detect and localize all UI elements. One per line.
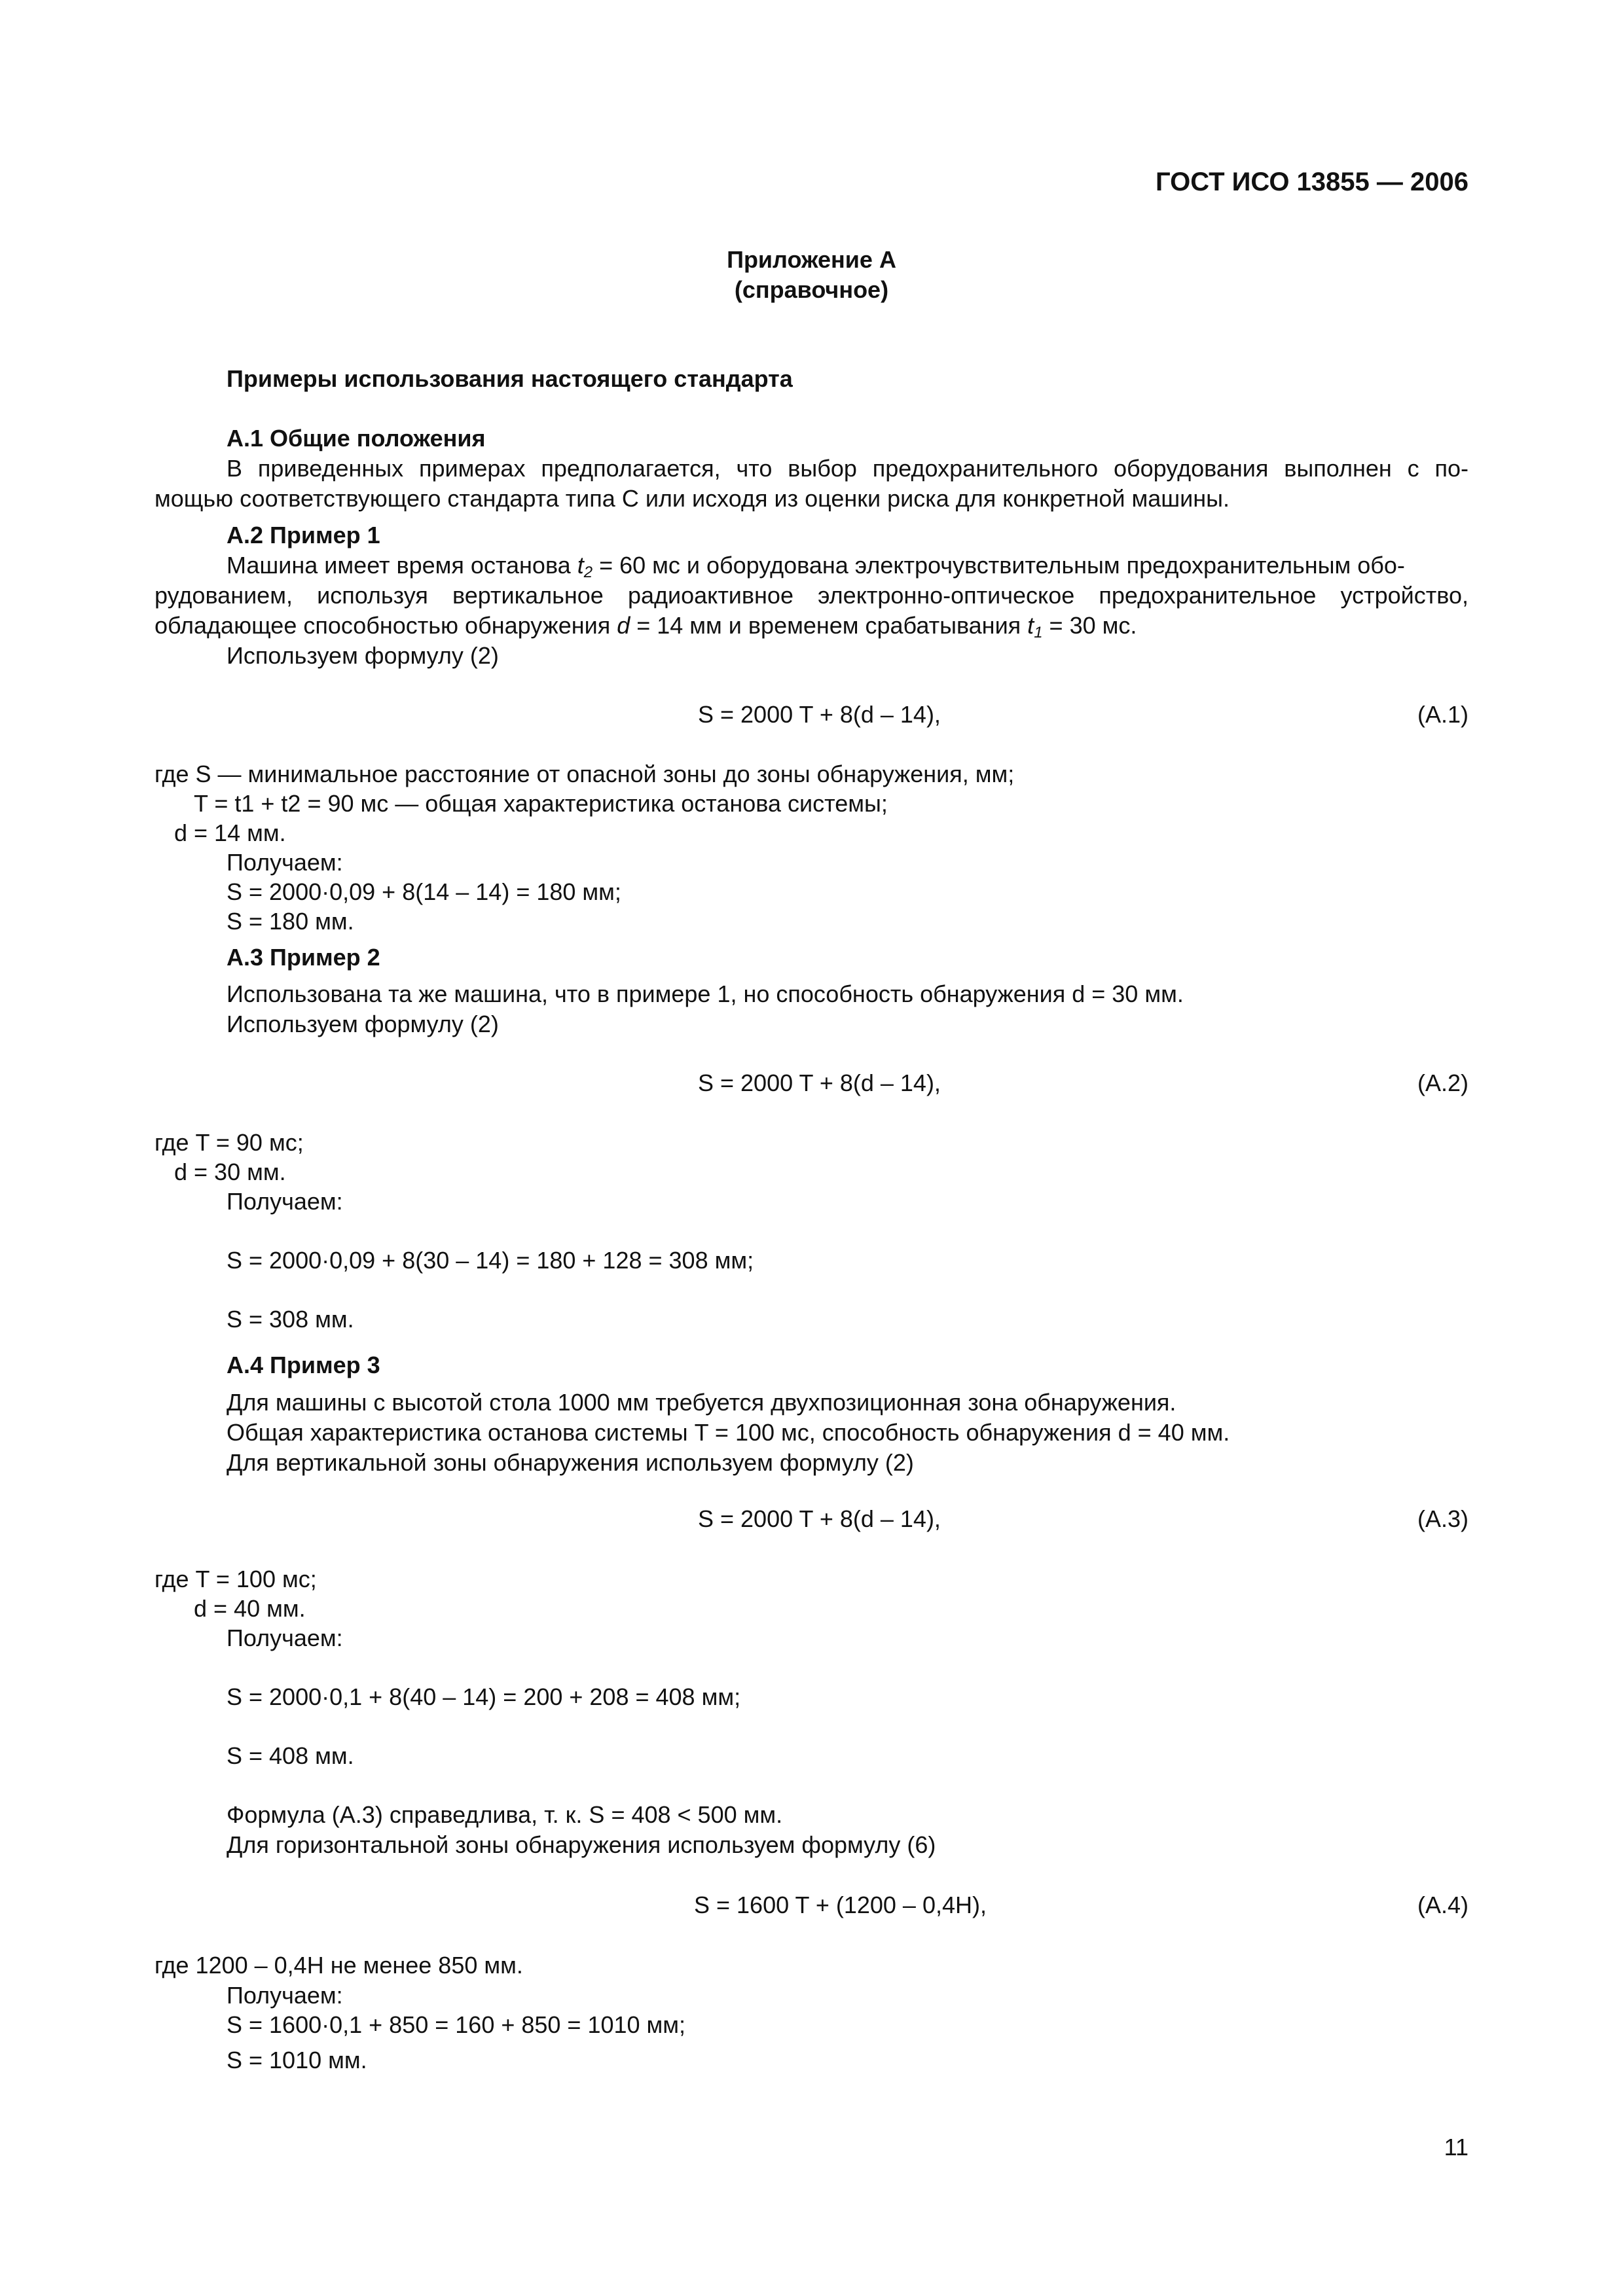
a1-paragraph-line-2: мощью соответствующего стандарта типа С или исходя из оценки риска для конкретной машины. <box>155 485 1230 512</box>
a2-result-1: S = 2000·0,09 + 8(14 – 14) = 180 мм; <box>227 878 621 905</box>
a4-where-line-1: где T = 100 мс; <box>155 1566 317 1592</box>
a4-get-label-2: Получаем: <box>227 1982 343 2009</box>
a2-p3-text-b: = 14 мм и временем срабатывания <box>630 612 1028 639</box>
a3-where-line-2: d = 30 мм. <box>174 1158 286 1185</box>
a2-p3-text-c: = 30 мс. <box>1042 612 1137 639</box>
a2-where-line-3: d = 14 мм. <box>174 819 286 846</box>
a2-equation-number: (А.1) <box>1417 701 1468 728</box>
a3-result-2: S = 308 мм. <box>227 1306 354 1333</box>
a4-equation: S = 2000 T + 8(d – 14), <box>698 1505 941 1532</box>
a2-paragraph-line-2: рудованием, используя вертикальное радиоактивное электронно-оптическое предохранительное устройство, <box>155 582 1468 609</box>
a2-p1-text-b: = 60 мс и оборудована электрочувствительным предохранительным обо- <box>593 552 1405 579</box>
a2-p3-text-a: обладающее способностью обнаружения <box>155 612 617 639</box>
a2-result-2: S = 180 мм. <box>227 908 354 935</box>
a3-equation-number: (А.2) <box>1417 1069 1468 1096</box>
annex-subtitle: (справочное) <box>734 276 889 303</box>
a4-result-4: S = 1010 мм. <box>227 2047 367 2073</box>
a4-equation-2: S = 1600 T + (1200 – 0,4H), <box>694 1892 987 1918</box>
a1-heading: А.1 Общие положения <box>227 425 486 452</box>
a2-where-line-2: T = t1 + t2 = 90 мс — общая характеристика останова системы; <box>194 790 888 817</box>
a4-paragraph-3: Для вертикальной зоны обнаружения используем формулу (2) <box>227 1449 914 1476</box>
a4-where-line-3: где 1200 – 0,4H не менее 850 мм. <box>155 1952 523 1979</box>
a4-result-3: S = 1600·0,1 + 850 = 160 + 850 = 1010 мм; <box>227 2011 686 2038</box>
a2-where-line-1: где S — минимальное расстояние от опасной зоны до зоны обнаружения, мм; <box>155 761 1015 787</box>
a4-paragraph-5: Для горизонтальной зоны обнаружения используем формулу (6) <box>227 1831 936 1858</box>
a2-get-label: Получаем: <box>227 849 343 876</box>
a3-where-line-1: где T = 90 мс; <box>155 1129 304 1156</box>
a3-get-label: Получаем: <box>227 1188 343 1215</box>
a3-equation: S = 2000 T + 8(d – 14), <box>698 1069 941 1096</box>
a2-equation: S = 2000 T + 8(d – 14), <box>698 701 941 728</box>
page-number: 11 <box>1444 2134 1468 2161</box>
a4-paragraph-2: Общая характеристика останова системы T = 100 мс, способность обнаружения d = 40 мм. <box>227 1419 1230 1446</box>
a4-get-label: Получаем: <box>227 1624 343 1651</box>
t1-symbol: $t_1$ <box>1027 612 1043 641</box>
d-symbol: d <box>617 612 630 639</box>
a2-formula-reference: Используем формулу (2) <box>227 642 499 669</box>
t2-symbol: $t_2$ <box>577 552 593 581</box>
section-title: Примеры использования настоящего стандарта <box>227 365 793 392</box>
a3-paragraph-1: Использована та же машина, что в примере 1, но способность обнаружения d = 30 мм. <box>227 980 1184 1007</box>
a4-result-1: S = 2000·0,1 + 8(40 – 14) = 200 + 208 = 408 мм; <box>227 1683 741 1710</box>
a4-paragraph-1: Для машины с высотой стола 1000 мм требуется двухпозиционная зона обнаружения. <box>227 1389 1176 1416</box>
annex-title: Приложение А <box>727 246 896 273</box>
document-id: ГОСТ ИСО 13855 — 2006 <box>1155 168 1468 196</box>
a4-equation-2-number: (А.4) <box>1417 1892 1468 1918</box>
a2-paragraph-line-1 <box>227 550 1468 581</box>
a1-paragraph-line-1: В приведенных примерах предполагается, что выбор предохранительного оборудования выполнен с по- <box>227 455 1468 482</box>
a3-result-1: S = 2000·0,09 + 8(30 – 14) = 180 + 128 = 308 мм; <box>227 1247 754 1274</box>
a2-p1-text-a: Машина имеет время останова <box>227 552 577 579</box>
a4-equation-number: (А.3) <box>1417 1505 1468 1532</box>
a3-heading: А.3 Пример 2 <box>227 944 380 971</box>
a4-heading: А.4 Пример 3 <box>227 1352 380 1378</box>
a4-where-line-2: d = 40 мм. <box>194 1595 306 1622</box>
a4-result-2: S = 408 мм. <box>227 1742 354 1769</box>
a4-paragraph-4: Формула (А.3) справедлива, т. к. S = 408 < 500 мм. <box>227 1801 783 1828</box>
a3-formula-reference: Используем формулу (2) <box>227 1011 499 1037</box>
a2-heading: А.2 Пример 1 <box>227 522 380 548</box>
a2-paragraph-line-3 <box>155 611 1137 641</box>
